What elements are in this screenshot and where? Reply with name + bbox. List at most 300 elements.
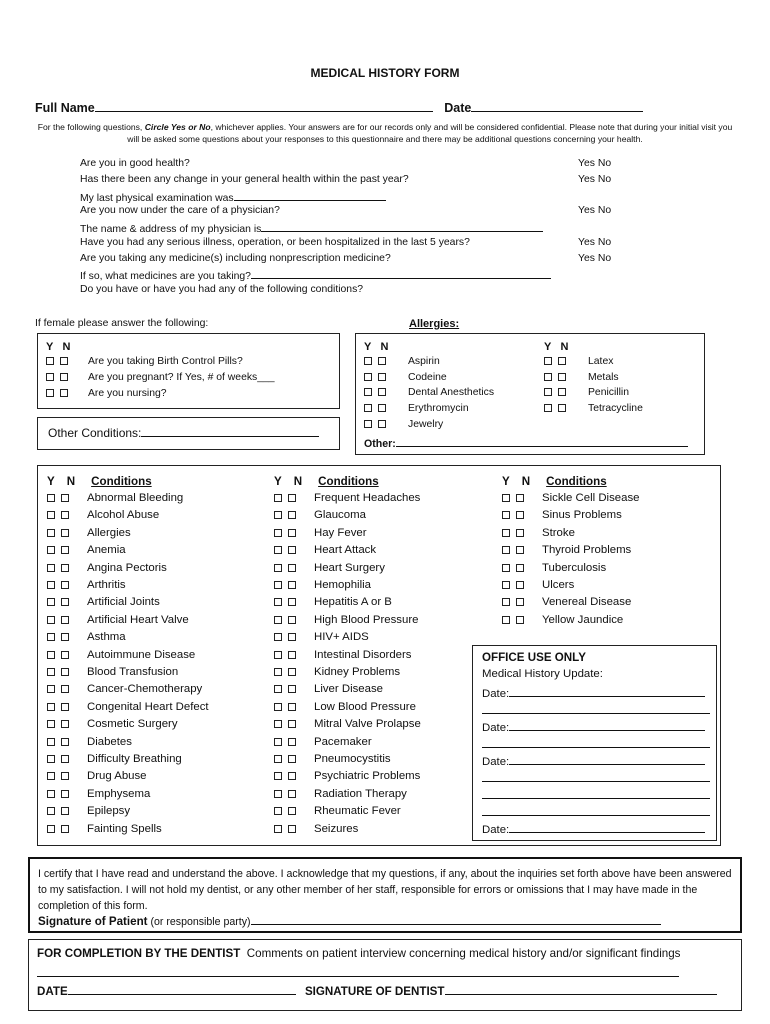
yes-checkbox[interactable] [364,357,372,365]
no-checkbox[interactable] [288,581,296,589]
question-row [80,237,470,248]
allergy-row [364,356,440,367]
yes-checkbox[interactable] [47,807,55,815]
condition-row [47,631,126,643]
condition-name: Fainting Spells [87,822,162,835]
no-checkbox[interactable] [288,685,296,693]
allergy-name: Jewelry [408,418,444,430]
yes-no-checkboxes [502,527,530,539]
question-row [80,174,409,185]
yes-checkbox[interactable] [274,825,282,833]
condition-name: Blood Transfusion [87,666,179,678]
condition-row [274,579,371,591]
female-question-row [46,388,167,399]
no-checkbox[interactable] [288,616,296,624]
n-header: N [380,341,389,353]
question-row [80,268,551,282]
yes-checkbox[interactable] [47,703,55,711]
office-notes-field[interactable] [482,771,710,782]
yes-checkbox[interactable] [47,738,55,746]
condition-name: Intestinal Disorders [314,648,412,661]
female-question-text: Are you nursing? [88,388,167,399]
yes-checkbox[interactable] [274,651,282,659]
dentist-signature-field[interactable] [445,984,717,995]
question-row [80,221,543,235]
yes-no-checkboxes [46,372,74,383]
female-question-text: Are you taking Birth Control Pills? [88,356,243,367]
condition-name: Pneumocystitis [314,753,391,765]
condition-name: Seizures [314,822,359,835]
yes-no-checkboxes [47,614,75,626]
condition-row [47,736,132,748]
no-checkbox[interactable] [288,511,296,519]
certification-text: I certify that I have read and understand the above. I acknowledge that my questions, if any, about the inquiries set forth above have been answered to my satisfaction. I will not hold my dentist, or any other member of her staff, responsible for errors or omissions that I may have made in the completion of this form. [38,868,732,912]
date-field[interactable] [471,101,643,112]
no-checkbox[interactable] [61,529,69,537]
condition-name: Liver Disease [314,683,384,696]
yes-checkbox[interactable] [47,616,55,624]
condition-row [47,823,162,835]
condition-row [274,718,421,730]
yes-checkbox[interactable] [47,755,55,763]
yes-checkbox[interactable] [47,546,55,554]
yes-checkbox[interactable] [502,511,510,519]
other-conditions-box [37,417,340,450]
condition-row [502,544,631,556]
no-checkbox[interactable] [288,807,296,815]
allergy-name: Dental Anesthetics [408,387,495,399]
yes-checkbox[interactable] [274,772,282,780]
condition-name: Artificial Joints [87,596,160,609]
conditions-title: Conditions [91,475,152,488]
yes-checkbox[interactable] [544,357,552,365]
no-checkbox[interactable] [61,825,69,833]
allergies-yn-header-2 [544,341,568,353]
no-checkbox[interactable] [378,373,386,381]
no-checkbox[interactable] [516,616,524,624]
office-update-label: Medical History Update: [482,668,603,680]
yes-no-checkboxes [47,649,75,661]
no-checkbox[interactable] [558,404,566,412]
no-checkbox[interactable] [516,494,524,502]
no-checkbox[interactable] [288,790,296,798]
question-text: Have you had any serious illness, operation, or been hospitalized in the last 5 years? [80,236,470,248]
allergy-row [364,387,494,398]
yes-checkbox[interactable] [47,529,55,537]
office-line [482,771,710,785]
yes-checkbox[interactable] [274,546,282,554]
yes-checkbox[interactable] [502,616,510,624]
condition-row [274,562,385,574]
allergies-yn-header-1 [364,341,388,353]
yes-no-choice[interactable]: Yes No [578,252,612,264]
condition-row [47,683,202,695]
question-row [80,190,386,204]
no-checkbox[interactable] [61,581,69,589]
no-checkbox[interactable] [61,633,69,641]
patient-signature-line [38,914,661,928]
yes-no-checkboxes [274,527,302,539]
no-checkbox[interactable] [61,720,69,728]
yes-checkbox[interactable] [47,581,55,589]
yes-no-checkboxes [364,356,392,367]
condition-name: Ulcers [542,579,575,591]
no-checkbox[interactable] [288,564,296,572]
no-checkbox[interactable] [288,772,296,780]
condition-name: Epilepsy [87,805,131,818]
condition-name: Rheumatic Fever [314,805,401,818]
yes-checkbox[interactable] [47,720,55,728]
no-checkbox[interactable] [60,357,68,365]
office-notes-field[interactable] [482,788,710,799]
office-date-label: Date: [482,824,510,836]
yes-no-checkboxes [274,579,302,591]
yes-no-checkboxes [47,527,75,539]
yes-checkbox[interactable] [274,616,282,624]
condition-name: Psychiatric Problems [314,770,421,783]
allergies-title: Allergies: [409,318,460,330]
condition-name: Cosmetic Surgery [87,718,178,731]
yes-no-checkboxes [502,562,530,574]
yes-no-choice[interactable]: Yes No [578,236,612,248]
office-date-field[interactable] [509,754,705,765]
allergy-row [544,403,643,414]
conditions-header [47,475,152,488]
condition-row [274,492,420,504]
no-checkbox[interactable] [288,703,296,711]
yes-checkbox[interactable] [274,720,282,728]
conditions-title: Conditions [546,475,607,488]
allergy-row [364,419,443,430]
yes-no-checkboxes [47,718,75,730]
date-label: Date [444,101,472,115]
yes-checkbox[interactable] [46,373,54,381]
page-title: MEDICAL HISTORY FORM [310,66,460,80]
yes-checkbox[interactable] [502,598,510,606]
yes-no-checkboxes [274,753,302,765]
condition-row [47,788,150,800]
yes-checkbox[interactable] [364,420,372,428]
no-checkbox[interactable] [61,772,69,780]
no-checkbox[interactable] [558,357,566,365]
question-answer-field[interactable] [251,268,551,279]
no-checkbox[interactable] [61,651,69,659]
condition-name: Heart Surgery [314,561,385,574]
no-checkbox[interactable] [288,546,296,554]
yes-checkbox[interactable] [46,357,54,365]
dentist-comments-field[interactable] [37,966,679,977]
no-checkbox[interactable] [61,546,69,554]
office-notes-field[interactable] [482,737,710,748]
yes-no-checkboxes [47,562,75,574]
yes-no-checkboxes [47,701,75,713]
y-header: Y [544,341,552,353]
condition-row [47,753,182,765]
condition-name: Sinus Problems [542,509,622,522]
yes-no-choice[interactable]: Yes No [578,158,612,169]
office-date-field[interactable] [509,720,705,731]
yes-checkbox[interactable] [274,685,282,693]
no-checkbox[interactable] [61,738,69,746]
no-checkbox[interactable] [288,651,296,659]
no-checkbox[interactable] [61,598,69,606]
no-checkbox[interactable] [558,373,566,381]
yes-checkbox[interactable] [274,529,282,537]
yes-no-checkboxes [502,596,530,608]
condition-name: Pacemaker [314,735,372,748]
yes-no-checkboxes [47,544,75,556]
yes-checkbox[interactable] [46,389,54,397]
conditions-header [274,475,379,488]
other-conditions-line [48,426,319,440]
yes-checkbox[interactable] [274,511,282,519]
condition-name: Emphysema [87,787,151,800]
condition-name: Frequent Headaches [314,492,421,504]
no-checkbox[interactable] [61,755,69,763]
no-checkbox[interactable] [516,598,524,606]
no-checkbox[interactable] [516,511,524,519]
yes-no-checkboxes [274,805,302,817]
y-header: Y [46,341,54,353]
office-title: OFFICE USE ONLY [482,651,586,664]
yes-checkbox[interactable] [502,564,510,572]
yes-checkbox[interactable] [47,685,55,693]
question-row [80,253,391,264]
yes-checkbox[interactable] [47,494,55,502]
no-checkbox[interactable] [516,529,524,537]
yes-no-checkboxes [47,631,75,643]
no-checkbox[interactable] [288,598,296,606]
condition-row [274,596,392,608]
question-row [80,158,190,169]
question-answer-field[interactable] [261,221,543,232]
dentist-header-line [37,947,680,960]
yes-checkbox[interactable] [47,668,55,676]
condition-row [502,562,606,574]
no-checkbox[interactable] [288,668,296,676]
condition-name: Artificial Heart Valve [87,613,189,626]
condition-name: Heart Attack [314,544,377,557]
yes-no-checkboxes [364,403,392,414]
condition-row [274,823,358,835]
yes-checkbox[interactable] [47,790,55,798]
no-checkbox[interactable] [288,755,296,763]
yes-no-checkboxes [502,614,530,626]
condition-row [274,683,383,695]
yes-checkbox[interactable] [274,755,282,763]
yes-no-checkboxes [274,788,302,800]
office-date-field[interactable] [509,686,705,697]
patient-signature-note: (or responsible party) [147,916,251,928]
condition-row [274,649,412,661]
other-conditions-field[interactable] [141,426,319,437]
y-header: Y [47,475,55,488]
yes-no-checkboxes [502,579,530,591]
yes-no-checkboxes [274,683,302,695]
condition-name: Radiation Therapy [314,787,407,800]
dentist-date-field[interactable] [68,984,296,995]
yes-checkbox[interactable] [47,825,55,833]
certification-box [28,857,742,933]
yes-no-checkboxes [47,823,75,835]
yes-no-checkboxes [274,701,302,713]
yes-checkbox[interactable] [274,703,282,711]
yes-no-choice[interactable]: Yes No [578,173,612,185]
yes-checkbox[interactable] [274,633,282,641]
yes-no-checkboxes [47,770,75,782]
yes-no-choice[interactable]: Yes No [578,205,612,217]
condition-name: Arthritis [87,579,126,591]
full-name-field[interactable] [95,101,433,112]
allergy-name: Erythromycin [408,403,469,415]
yes-checkbox[interactable] [47,511,55,519]
no-checkbox[interactable] [288,738,296,746]
yes-no-checkboxes [502,544,530,556]
condition-row [47,596,160,608]
no-checkbox[interactable] [61,790,69,798]
condition-row [274,631,369,643]
yes-checkbox[interactable] [274,581,282,589]
condition-row [47,527,131,539]
patient-signature-label: Signature of Patient [38,915,148,928]
condition-row [47,579,126,591]
office-date-label: Date: [482,756,510,768]
female-question-row [46,356,243,367]
no-checkbox[interactable] [61,668,69,676]
condition-row [274,701,416,713]
no-checkbox[interactable] [288,494,296,502]
yes-checkbox[interactable] [364,373,372,381]
yes-checkbox[interactable] [364,404,372,412]
no-checkbox[interactable] [61,564,69,572]
yes-no-checkboxes [47,683,75,695]
condition-name: Diabetes [87,735,132,748]
yes-no-checkboxes [47,788,75,800]
no-checkbox[interactable] [61,616,69,624]
yes-no-checkboxes [274,631,302,643]
question-text: Are you in good health? [80,158,190,169]
no-checkbox[interactable] [516,564,524,572]
condition-name: Cancer-Chemotherapy [87,683,203,696]
yes-checkbox[interactable] [47,633,55,641]
no-checkbox[interactable] [288,720,296,728]
yes-checkbox[interactable] [274,790,282,798]
no-checkbox[interactable] [288,825,296,833]
yes-checkbox[interactable] [544,388,552,396]
intro-instructions [35,121,735,145]
office-line [482,754,705,768]
no-checkbox[interactable] [378,404,386,412]
yes-checkbox[interactable] [544,373,552,381]
yes-no-checkboxes [46,388,74,399]
yes-no-checkboxes [274,562,302,574]
condition-name: Congenital Heart Defect [87,700,209,713]
condition-row [47,544,126,556]
question-answer-field[interactable] [234,190,386,201]
yes-checkbox[interactable] [502,546,510,554]
no-checkbox[interactable] [378,420,386,428]
yes-checkbox[interactable] [274,668,282,676]
allergy-name: Tetracycline [588,403,643,415]
allergies-other-field[interactable] [396,436,688,447]
no-checkbox[interactable] [61,511,69,519]
condition-row [274,788,407,800]
office-date-label: Date: [482,688,510,700]
yes-no-checkboxes [47,805,75,817]
allergies-other-line [364,436,688,450]
yes-checkbox[interactable] [502,581,510,589]
condition-name: Tuberculosis [542,561,607,574]
yes-checkbox[interactable] [47,651,55,659]
yes-no-checkboxes [364,372,392,383]
yes-checkbox[interactable] [274,807,282,815]
office-date-field[interactable] [509,822,705,833]
no-checkbox[interactable] [378,357,386,365]
condition-row [47,718,178,730]
no-checkbox[interactable] [61,494,69,502]
allergy-row [544,372,619,383]
yes-no-checkboxes [502,509,530,521]
condition-name: Low Blood Pressure [314,700,416,713]
yes-checkbox[interactable] [274,598,282,606]
condition-name: Mitral Valve Prolapse [314,718,421,731]
female-question-text: Are you pregnant? If Yes, # of weeks___ [88,372,275,383]
no-checkbox[interactable] [60,389,68,397]
no-checkbox[interactable] [61,703,69,711]
patient-signature-field[interactable] [251,914,661,925]
yes-no-checkboxes [47,509,75,521]
no-checkbox[interactable] [516,581,524,589]
yes-checkbox[interactable] [274,564,282,572]
condition-row [274,544,376,556]
condition-name: Hepatitis A or B [314,596,392,609]
no-checkbox[interactable] [61,685,69,693]
condition-name: Venereal Disease [542,596,632,609]
no-checkbox[interactable] [558,388,566,396]
yes-checkbox[interactable] [47,772,55,780]
condition-row [274,614,418,626]
yes-no-checkboxes [47,666,75,678]
no-checkbox[interactable] [60,373,68,381]
n-header: N [560,341,569,353]
condition-name: Thyroid Problems [542,544,632,557]
yes-checkbox[interactable] [274,738,282,746]
condition-name: Autoimmune Disease [87,648,196,661]
yes-no-checkboxes [274,544,302,556]
yes-checkbox[interactable] [544,404,552,412]
condition-row [47,666,178,678]
office-line [482,822,705,836]
yes-checkbox[interactable] [364,388,372,396]
no-checkbox[interactable] [378,388,386,396]
yes-checkbox[interactable] [274,494,282,502]
office-notes-field[interactable] [482,703,710,714]
y-header: Y [364,341,372,353]
allergy-name: Penicillin [588,387,630,399]
yes-checkbox[interactable] [47,564,55,572]
no-checkbox[interactable] [288,633,296,641]
no-checkbox[interactable] [288,529,296,537]
no-checkbox[interactable] [61,807,69,815]
office-notes-field[interactable] [482,805,710,816]
yes-checkbox[interactable] [502,529,510,537]
yes-no-checkboxes [47,753,75,765]
condition-row [502,492,640,504]
no-checkbox[interactable] [516,546,524,554]
yes-checkbox[interactable] [47,598,55,606]
allergy-row [364,403,469,414]
yes-checkbox[interactable] [502,494,510,502]
